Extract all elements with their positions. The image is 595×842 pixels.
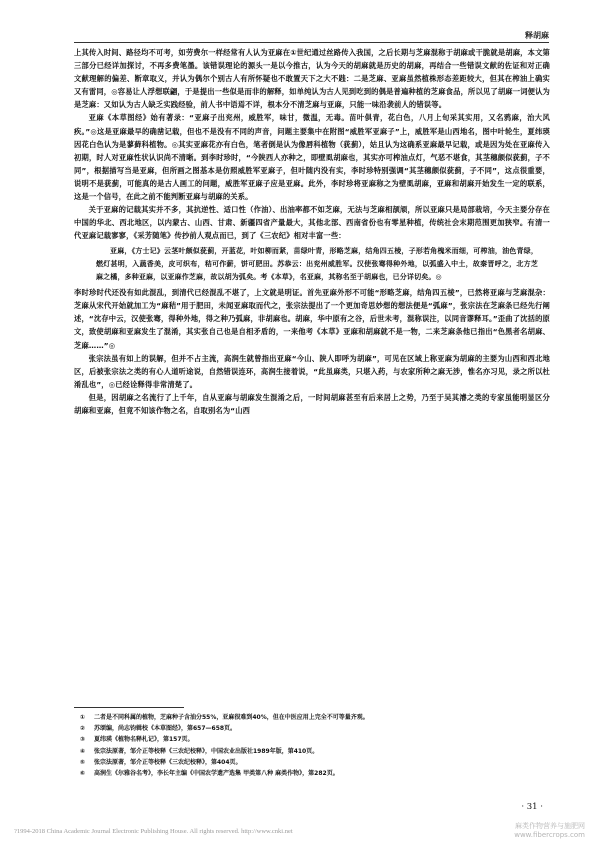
page-number: · 31 · <box>521 802 543 812</box>
footnote <box>80 712 550 723</box>
footnote-text: 高润生《尔雅谷名考》，李长年主编《中国农学遗产选集 甲类第八种 麻类作物》，第282页。 <box>94 770 339 778</box>
paragraph-1: 上其传入时间、路径均不可考，如劳费尔一样经常有人认为亚麻在①世纪通过丝路传入我国，之后长期与芝麻混称于胡麻或干脆就是胡麻，本文第三部分已经详加探讨，不再多费笔墨。该错误理论的源头一是以今推古，认为今天的胡麻就是历史的胡麻，再结合一些错误文献的佐证和对正确文献理解的偏差、断章取义，并认为偶尔个别古人有所怀疑也不敢置天下之大不韪：二是芝麻、亚麻虽然植株形态差距较大，但其在榨油上确实又有雷同，◎容易让人浮想联翩，于是提出一些似是而非的解释，如单纯认为古人见到吃到的偶是普遍种植的芝麻食品，所以见了胡麻一词便认为是芝麻：又如认为古人缺乏实践经验，前人书中语焉不详，根本分不清芝麻与亚麻，只能一味沿袭前人的错误等。 <box>74 48 550 110</box>
footnotes <box>80 712 550 779</box>
footnote <box>80 723 550 734</box>
body-text <box>74 46 550 417</box>
footnote-text: 二者是不同科属的植物，芝麻种子含油分55%，亚麻很难到40%，但在中医应用上完全不可等量齐观。 <box>94 714 369 721</box>
paragraph-2: 亚麻《本草图经》始有著录：“亚麻子出兖州，威胜军，味甘，微温，无毒。苗叶俱青，花白色，八月上旬采其实用，又名鸦麻，治大风疾。”◎这是亚麻最早的确凿记载，但也不是没有不同的声音，问题主要集中在附图“威胜军亚麻子”上，威胜军是山西地名，图中叶轮生，夏纬瑛因花白色认为是蓼藓科植物。◎其实亚麻花亦有白色，笔者倒是认为像唇科植物（莸蓟），姑且认为这确系亚麻最早记载，或是因为处在亚麻传入初期，时人对亚麻性状认识尚不清晰。到李时珍时，“今陕西人亦种之，即壁虱胡麻也，其实亦可榨油点灯，气恶不堪食，其茎穗颇似莸蓟，子不同”，根据描写当是亚麻，但所画之图基本是仿照威胜军亚麻子，但叶随内没有实，李时珍特别强调“其茎穗颇似莸蓟，子不同”，这点很重要，说明不是莸蓟，可能真的是古人画工的问题，威胜军亚麻子应是亚麻。此外，李时珍将亚麻称之为壁虱胡麻，亚麻和胡麻开始发生一定的联系，这是一个信号，在此之前不能判断亚麻与胡麻的关系。 <box>74 113 550 202</box>
copyright-notice: ?1994-2018 China Academic Journal Electronic Publishing House. All rights reserved. http://www.cnki.net <box>14 828 293 835</box>
paragraph-4: 李时珍时代还没有如此混乱，到清代已经混乱不堪了，上文就是明证。首先亚麻外形不可能“形略芝麻，结角四五棱”，已然将亚麻与芝麻混杂：芝麻从宋代开始就加工为“麻秸”用于肥田，未闻亚麻取而代之，张宗法提出了一个更加奇思妙想的想法便是“弧麻”，张宗法在芝麻条已经先行阐述，“沈存中云，汉使张骞，得种外地，得之种乃弧麻，非胡麻也。胡麻，华中原有之谷，后世未考，混称误注，以同音谬释耳。”歪曲了沈括的原文，致使胡麻和亚麻发生了混淆，其实张自己也是自相矛盾的，一来他考《本草》亚麻和胡麻就不是一物，二来芝麻条他已指出“色黑者名胡麻、芝麻……”◎ <box>74 288 550 350</box>
footnote-number: ⑤ <box>80 758 86 766</box>
header-rule <box>74 42 549 43</box>
footnote-text: 夏纬瑛《植物名释札记》，第157页。 <box>94 736 194 744</box>
footnote-number: ④ <box>80 747 86 755</box>
footnote-text: 苏颂编，尚志钧辑校《本草图经》，第657—658页。 <box>94 725 237 733</box>
footnote-number: ⑥ <box>80 770 86 778</box>
footnote-number: ② <box>80 725 86 733</box>
footnote <box>80 768 550 779</box>
watermark-line-1: 麻类作物营养与施肥网 <box>515 822 585 830</box>
footnote <box>80 757 550 768</box>
footnote-text: 张宗法原著，邹介正等校释《三农纪校释》，第404页。 <box>94 758 242 766</box>
footnote-text: 张宗法原著，邹介正等校释《三农纪校释》，中国农业出版社1989年版，第410页。 <box>94 747 319 755</box>
footnote <box>80 746 550 757</box>
site-watermark <box>514 822 585 840</box>
footnote-number: ① <box>80 714 86 721</box>
paragraph-3: 关于亚麻的记载其实并不多，其抗逆性、适口性（作油）、出油率都不如芝麻，无法与芝麻相颉颃，所以亚麻只是局部栽培，今天主要分存在中国的华北、西北地区，以内蒙古、山西、甘肃、新疆四省产量最大，其他北部、西南省份也有零星种植，传统社会末期范围更加狭窄。有清一代亚麻记载寥寥，《采芳随笔》传抄前人观点而已，到了《三农纪》相对丰富一些： <box>74 205 550 241</box>
footnote <box>80 734 550 745</box>
footnote-number: ③ <box>80 736 86 744</box>
running-head: 释胡麻 <box>525 31 549 40</box>
watermark-line-2: www.fibercrops.com <box>514 831 585 839</box>
paragraph-6: 但是，因胡麻之名流行了上千年，自从亚麻与胡麻发生混淆之后，一时间胡麻甚至有后来居上之势，乃至于吴其濬之类的专家虽能明显区分胡麻和亚麻，但竟不知该作物之名，自取别名为“山西 <box>74 392 550 416</box>
block-quote: 亚麻，《方士记》云茎叶颇似莸蓟，开蓝花，叶如柳而紧，苗绿叶青，形略芝麻，结角四五棱，子形若角槐米而细，可榨油，油色青绿，燃灯甚明，入蔬香美，皮可织布，秸可作薪，饼可肥田。苏恭云：出兖州威胜军。汉使张骞得种外地，以弧盛入中土，故秦晋呼之，北方芝麻之橘，多种亚麻，以亚麻作芝麻，故以胡为弧矣。考《本草》，名亚麻，其称名至于胡麻也，已分详切矣。◎ <box>96 247 538 281</box>
footnote-rule <box>74 707 184 708</box>
paragraph-5: 张宗法虽有如上的误解，但并不占主流，高润生就曾指出亚麻“今山、陕人即呼为胡麻”，可见在区域上称亚麻为胡麻的主要为山西和西北地区，后被张宗法之类的有心人道听途说，自然错误连环，高润生接着说，“此虽麻类，只堪入药，与农家所种之麻无涉，惟名亦习见，录之所以杜淆乱也”，◎已经诠释得非常清楚了。 <box>74 353 550 389</box>
